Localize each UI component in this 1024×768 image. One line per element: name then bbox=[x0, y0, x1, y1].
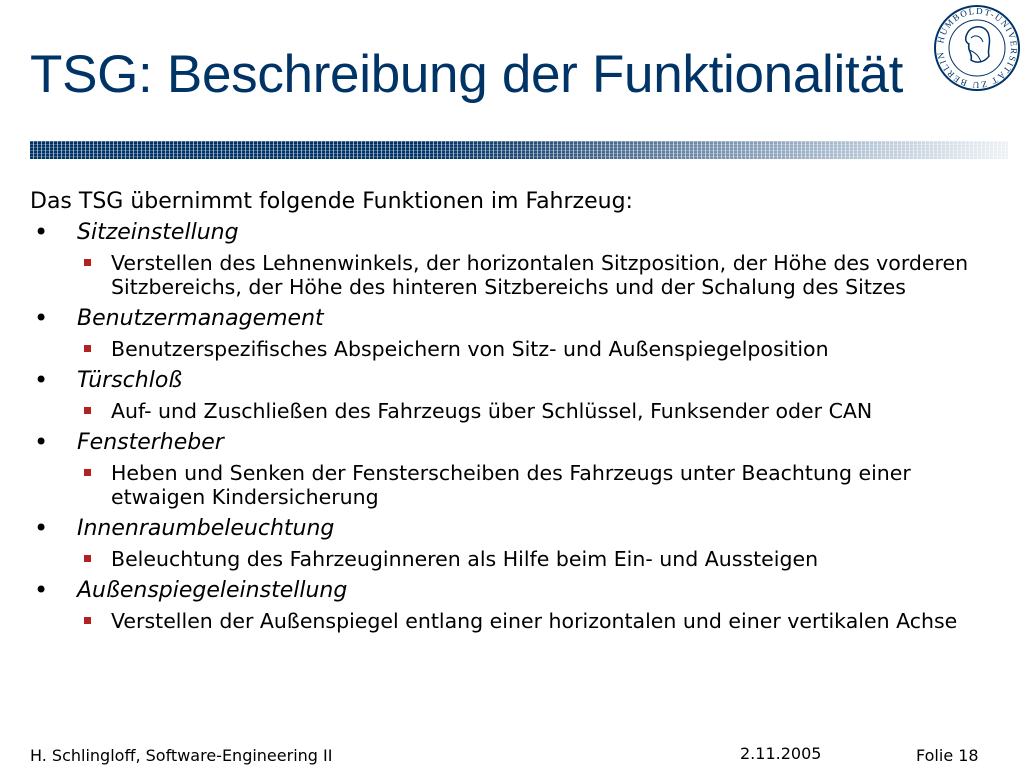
function-detail bbox=[77, 248, 1000, 299]
function-detail-text: Beleuchtung des Fahrzeuginneren als Hilfe beim Ein- und Aussteigen bbox=[111, 547, 819, 571]
footer-date: 2.11.2005 bbox=[740, 744, 822, 763]
square-bullet-icon bbox=[84, 407, 91, 414]
square-bullet-icon bbox=[84, 555, 91, 562]
slide-content bbox=[30, 186, 1000, 637]
bullet-icon: • bbox=[34, 366, 49, 394]
function-detail bbox=[77, 458, 1000, 509]
function-heading: Sitzeinstellung bbox=[77, 220, 239, 245]
function-detail-text: Auf- und Zuschließen des Fahrzeugs über Schlüssel, Funksender oder CAN bbox=[111, 399, 873, 423]
function-item bbox=[30, 575, 1000, 633]
function-details bbox=[77, 544, 1000, 571]
function-details bbox=[77, 248, 1000, 299]
bullet-icon: • bbox=[34, 428, 49, 456]
square-bullet-icon bbox=[84, 469, 91, 476]
function-details bbox=[77, 606, 1000, 633]
function-heading: Außenspiegeleinstellung bbox=[77, 578, 348, 603]
slide-title: TSG: Beschreibung der Funktionalität bbox=[30, 45, 903, 104]
function-item bbox=[30, 427, 1000, 509]
svg-text:HUMBOLDT-UNIVERSITÄT ZU BERLIN bbox=[935, 6, 1019, 90]
function-detail bbox=[77, 544, 1000, 571]
function-list bbox=[30, 217, 1000, 633]
function-detail-text: Benutzerspezifisches Abspeichern von Sitz- und Außenspiegelposition bbox=[111, 337, 829, 361]
function-item bbox=[30, 217, 1000, 299]
logo-text: HUMBOLDT-UNIVERSITÄT ZU BERLIN bbox=[934, 5, 1020, 91]
bullet-icon: • bbox=[34, 218, 49, 246]
function-detail-text: Verstellen der Außenspiegel entlang einer horizontalen und einer vertikalen Achse bbox=[111, 609, 958, 633]
function-heading: Türschloß bbox=[77, 368, 183, 393]
function-detail bbox=[77, 396, 1000, 423]
function-detail bbox=[77, 606, 1000, 633]
function-detail-text: Heben und Senken der Fensterscheiben des Fahrzeugs unter Beachtung einer etwaigen Kindersicherung bbox=[111, 461, 911, 509]
footer-page-number: Folie 18 bbox=[916, 746, 979, 765]
function-heading: Fensterheber bbox=[77, 430, 224, 455]
university-seal-icon bbox=[933, 4, 1021, 92]
function-details bbox=[77, 458, 1000, 509]
function-item bbox=[30, 513, 1000, 571]
function-detail-text: Verstellen des Lehnenwinkels, der horizontalen Sitzposition, der Höhe des vorderen Sitzbereichs, der Höhe des hinteren Sitzbereichs und der Schalung des Sitzes bbox=[111, 251, 969, 299]
function-details bbox=[77, 334, 1000, 361]
bullet-icon: • bbox=[34, 304, 49, 332]
footer-author: H. Schlingloff, Software-Engineering II bbox=[30, 746, 333, 765]
function-heading: Benutzermanagement bbox=[77, 306, 324, 331]
square-bullet-icon bbox=[84, 259, 91, 266]
title-divider-bar bbox=[30, 141, 1008, 159]
function-details bbox=[77, 396, 1000, 423]
function-heading: Innenraumbeleuchtung bbox=[77, 516, 335, 541]
square-bullet-icon bbox=[84, 345, 91, 352]
square-bullet-icon bbox=[84, 617, 91, 624]
bullet-icon: • bbox=[34, 514, 49, 542]
function-item bbox=[30, 303, 1000, 361]
bullet-icon: • bbox=[34, 576, 49, 604]
intro-text: Das TSG übernimmt folgende Funktionen im Fahrzeug: bbox=[30, 189, 633, 214]
function-detail bbox=[77, 334, 1000, 361]
function-item bbox=[30, 365, 1000, 423]
